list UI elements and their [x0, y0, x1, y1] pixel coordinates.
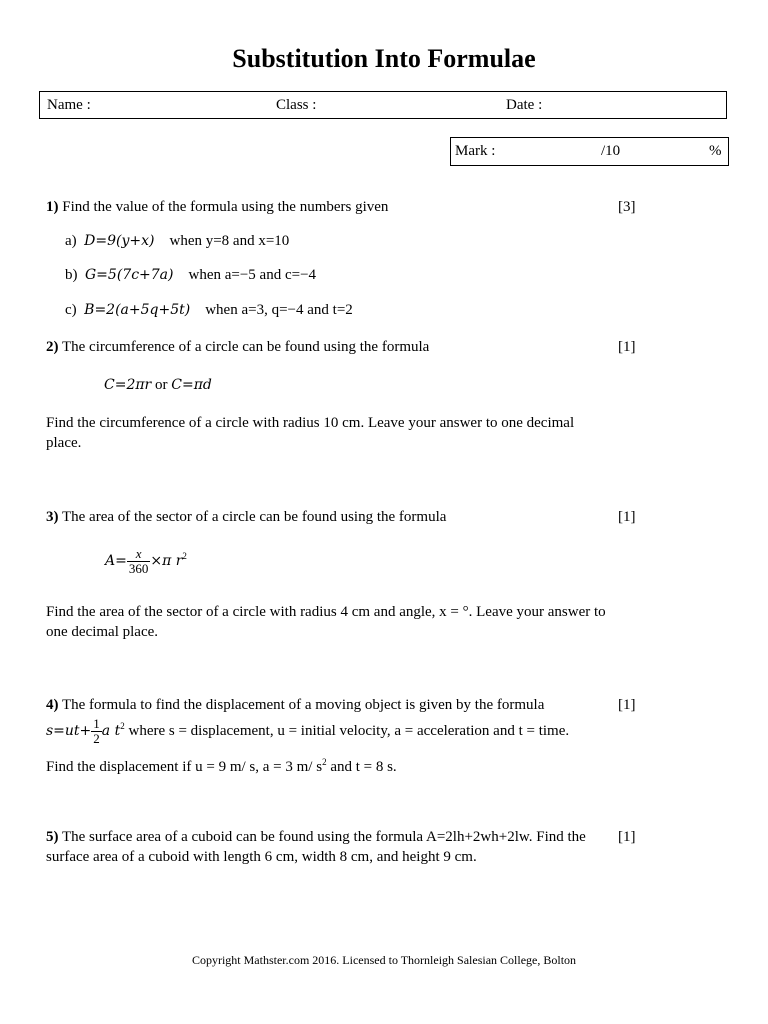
question-3-text: 3) The area of the sector of a circle can be found using the formula [46, 509, 447, 525]
question-4-number: 4) [46, 697, 59, 713]
fraction: $\frac{1}{2}$ [93, 716, 100, 747]
fraction: $\frac{x}{360}$ [128, 546, 149, 577]
mark-box [450, 137, 729, 166]
question-4-formula: s=ut+ $\frac{1}{2}$ a $t^2$ where s = displacement, u = initial velocity, a = acceleration and t = time. [46, 716, 570, 747]
question-3-marks: [1] [618, 509, 636, 525]
question-2-text: 2) The circumference of a circle can be found using the formula [46, 339, 430, 355]
question-1-text: 1) Find the value of the formula using the numbers given [46, 199, 389, 215]
copyright-footer: Copyright Mathster.com 2016. Licensed to Thornleigh Salesian College, Bolton [191, 953, 577, 967]
question-5-text: 5) The surface area of a cuboid can be found using the formula A=2lh+2wh+2lw. Find the surface area of a cuboid with length 6 cm, width 8 cm, and height 9 cm. [46, 829, 586, 865]
question-4-text: 4) The formula to find the displacement of a moving object is given by the formula [46, 697, 545, 713]
question-4-marks: [1] [618, 697, 636, 713]
date-label: Date : [506, 97, 543, 113]
question-1a: a) D=9(y+x) when y=8 and x=10 [65, 233, 290, 249]
question-3-task: Find the area of the sector of a circle with radius 4 cm and angle, x = °. Leave your answer to one decimal place. [46, 604, 606, 640]
formula: D=9(y+x) [84, 233, 155, 249]
mark-percent: % [709, 143, 722, 159]
formula: B=2(a+5q+5t) [84, 302, 191, 318]
page-title: Substitution Into Formulae [232, 44, 536, 73]
question-2-task: Find the circumference of a circle with radius 10 cm. Leave your answer to one decimal place. [46, 415, 575, 451]
formula: G=5(7c+7a) [85, 267, 174, 283]
question-1c: c) B=2(a+5q+5t) when a=3, q=−4 and t=2 [65, 302, 353, 318]
mark-out-of: /10 [601, 143, 621, 159]
question-1-number: 1) [46, 199, 59, 215]
question-2-number: 2) [46, 339, 59, 355]
condition: when y=8 and x=10 [169, 233, 290, 249]
condition: when a=−5 and c=−4 [188, 267, 317, 283]
question-1b: b) G=5(7c+7a) when a=−5 and c=−4 [65, 267, 317, 283]
question-2-formula: C=2πr or C=πd [104, 377, 212, 393]
question-4-task: Find the displacement if u = 9 m/ s, a = 3 m/ $s^2$ and t = 8 s. [46, 757, 397, 775]
mark-label: Mark : [455, 143, 496, 159]
question-3-formula: A= $\frac{x}{360}$ ×π $r^2$ [105, 546, 187, 577]
condition: when a=3, q=−4 and t=2 [205, 302, 353, 318]
student-info-box [39, 91, 727, 119]
question-1-marks: [3] [618, 199, 636, 215]
question-3-number: 3) [46, 509, 59, 525]
question-5-number: 5) [46, 829, 59, 845]
question-2-marks: [1] [618, 339, 636, 355]
class-label: Class : [276, 97, 317, 113]
name-label: Name : [47, 97, 91, 113]
question-4-where: where s = displacement, u = initial velocity, a = acceleration and t = time. [128, 723, 570, 739]
question-5-marks: [1] [618, 829, 636, 845]
